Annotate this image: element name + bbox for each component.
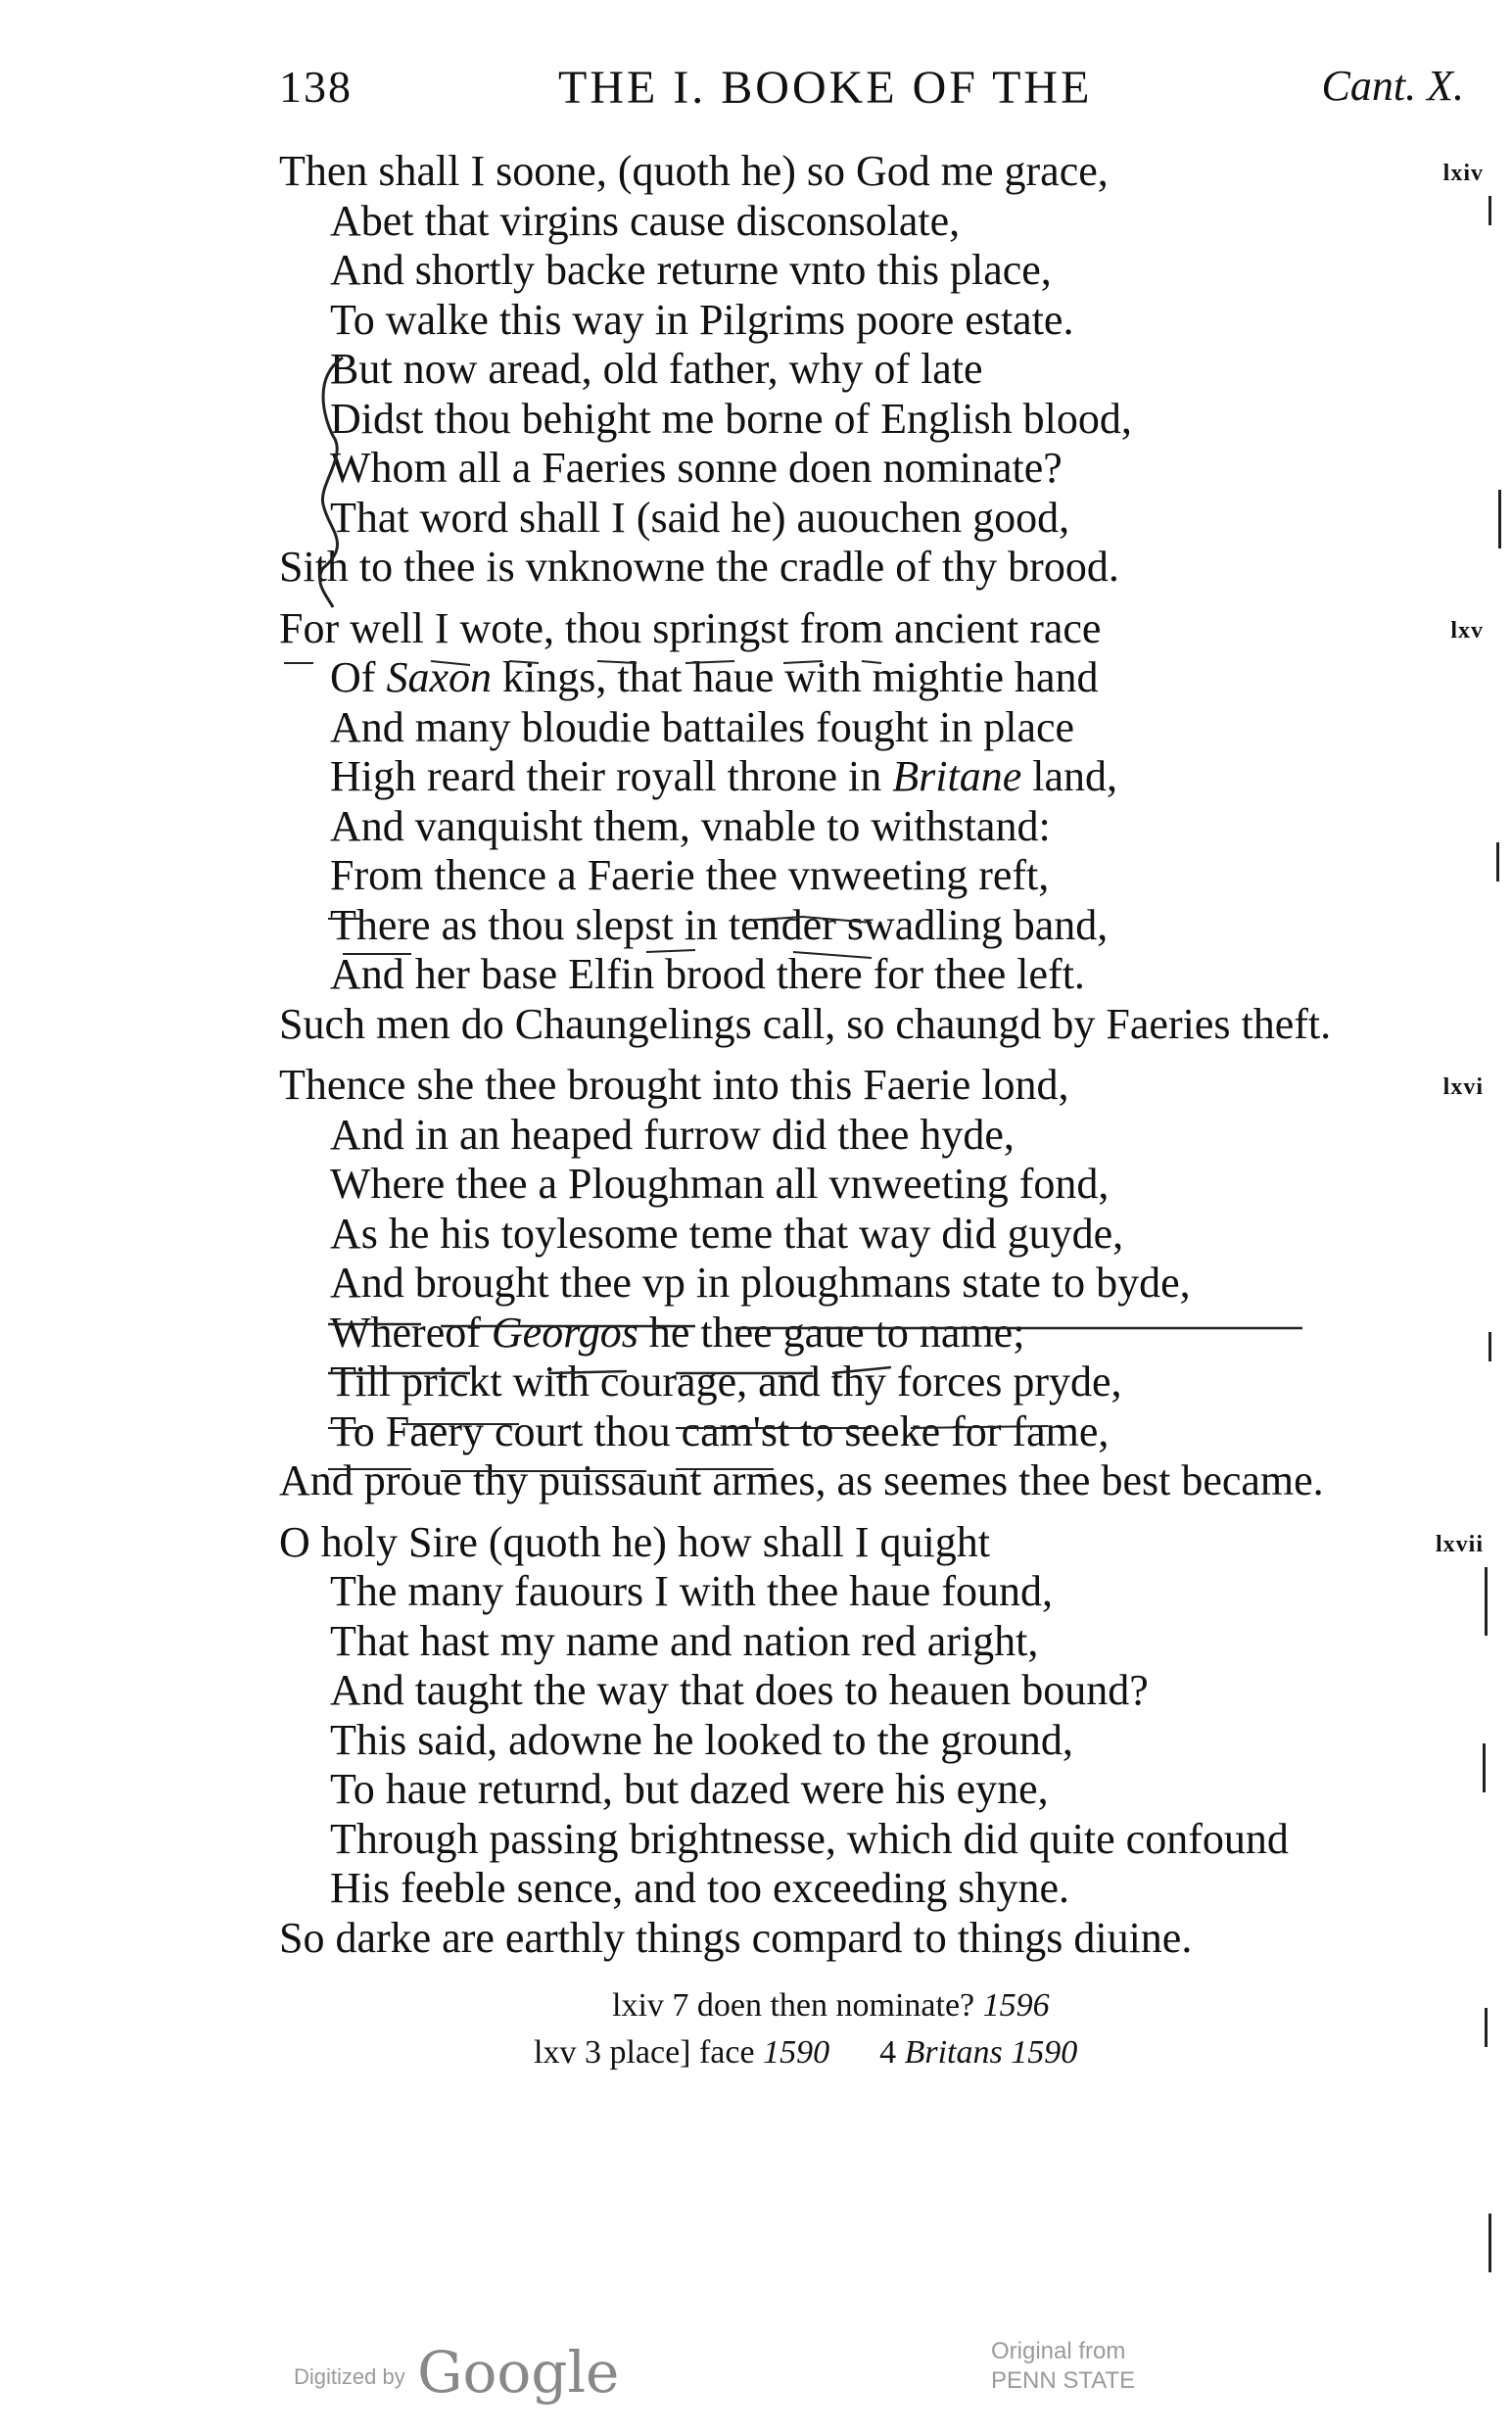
page-number: 138 [279,62,353,112]
verse-line: As he his toylesome teme that way did guyde, [330,1209,1124,1258]
scan-edge-mark [1496,842,1499,882]
digitized-by-label: Digitized by [294,2364,405,2389]
verse-line: And taught the way that does to heauen bound? [330,1666,1149,1714]
verse-line: And many bloudie battailes fought in place [330,702,1075,751]
stanza-lxiv [279,147,1484,593]
verse-line: His feeble sence, and too exceeding shyne. [330,1864,1070,1912]
verse-line: That hast my name and nation red aright, [330,1616,1039,1665]
running-header [279,61,1464,129]
verse-line: Sith to thee is vnknowne the cradle of thy brood. [279,543,1119,591]
stanza-lxvi [279,1061,1484,1506]
verse-line: High reard their royall throne in Britane land, [330,752,1118,800]
original-from-label: Original from [991,2338,1126,2364]
digitized-by-google [294,2339,619,2406]
stanza-number: lxvi [1442,1074,1484,1100]
verse-line: Abet that virgins cause disconsolate, [330,196,961,245]
scan-edge-mark [1485,1567,1488,1636]
source-library: PENN STATE [991,2367,1136,2394]
verse-line: Through passing brightnesse, which did quite confound [330,1814,1289,1863]
stanza-lxvii [279,1518,1484,1964]
footnote-line: lxiv 7 doen then nominate? 1596 [612,1987,1050,2024]
verse-line: This said, adowne he looked to the ground, [330,1715,1073,1764]
verse-line: And proue thy puissaunt armes, as seemes thee best became. [279,1456,1324,1504]
verse-line: Till prickt with courage, and thy forces pryde, [330,1358,1122,1406]
verse-line: So darke are earthly things compard to things diuine. [279,1913,1193,1962]
verse-line: To walke this way in Pilgrims poore estate. [330,295,1074,344]
running-title: THE I. BOOKE OF THE [558,62,1093,114]
stanza-number: lxiv [1442,161,1484,186]
verse-line: Then shall I soone, (quoth he) so God me grace, [279,147,1109,195]
verse-line: And vanquisht them, vnable to withstand: [330,801,1051,850]
scan-edge-mark [1498,490,1501,548]
verse-line: There as thou slepst in tender swadling band, [330,900,1109,949]
verse-line: And her base Elfin brood there for thee left. [330,950,1085,998]
verse-line: Where thee a Ploughman all vnweeting fond, [330,1160,1110,1208]
stanza-lxv [279,604,1484,1050]
stanza-number: lxv [1450,617,1484,644]
verse-line: Of Saxon kings, that haue with mightie hand [330,653,1099,701]
canto-label: Cant. X. [1321,62,1464,110]
verse-line: Whom all a Faeries sonne doen nominate? [330,444,1063,492]
footnote-line: lxv 3 place] face 1590 4 Britans 1590 [534,2034,1078,2071]
verse-line: Whereof Georgos he thee gaue to name; [330,1308,1025,1357]
verse-line: The many fauours I with thee haue found, [330,1567,1053,1615]
scan-edge-mark [1488,2214,1491,2272]
stanza-number: lxvii [1435,1531,1484,1557]
footnotes [279,1982,1484,2076]
verse-line: To haue returnd, but dazed were his eyne, [330,1765,1049,1813]
verse-line: O holy Sire (quoth he) how shall I quight [279,1517,990,1566]
verse-line: For well I wote, thou springst from ancient race [279,603,1102,652]
verse-line: To Faery court thou cam'st to seeke for fame, [330,1406,1110,1455]
verse-line: Thence she thee brought into this Faerie lond, [279,1061,1069,1109]
verse-line: And shortly backe returne vnto this place, [330,246,1052,294]
google-logo: Google [417,2339,620,2406]
verse-line: That word shall I (said he) auouchen good, [330,493,1070,542]
poem-body [279,147,1484,1975]
verse-line: From thence a Faerie thee vnweeting reft, [330,851,1050,899]
scan-edge-mark [1488,196,1491,225]
scan-edge-mark [1488,1332,1491,1361]
verse-line: And in an heaped furrow did thee hyde, [330,1110,1015,1159]
verse-line: Such men do Chaungelings call, so chaungd by Faeries theft. [279,999,1332,1048]
scan-edge-mark [1485,2008,1488,2047]
verse-line: Didst thou behight me borne of English blood, [330,394,1132,443]
scan-edge-mark [1483,1743,1486,1792]
original-from [991,2337,1135,2396]
verse-line: And brought thee vp in ploughmans state to byde, [330,1259,1191,1307]
verse-line: But now aread, old father, why of late [330,345,983,393]
